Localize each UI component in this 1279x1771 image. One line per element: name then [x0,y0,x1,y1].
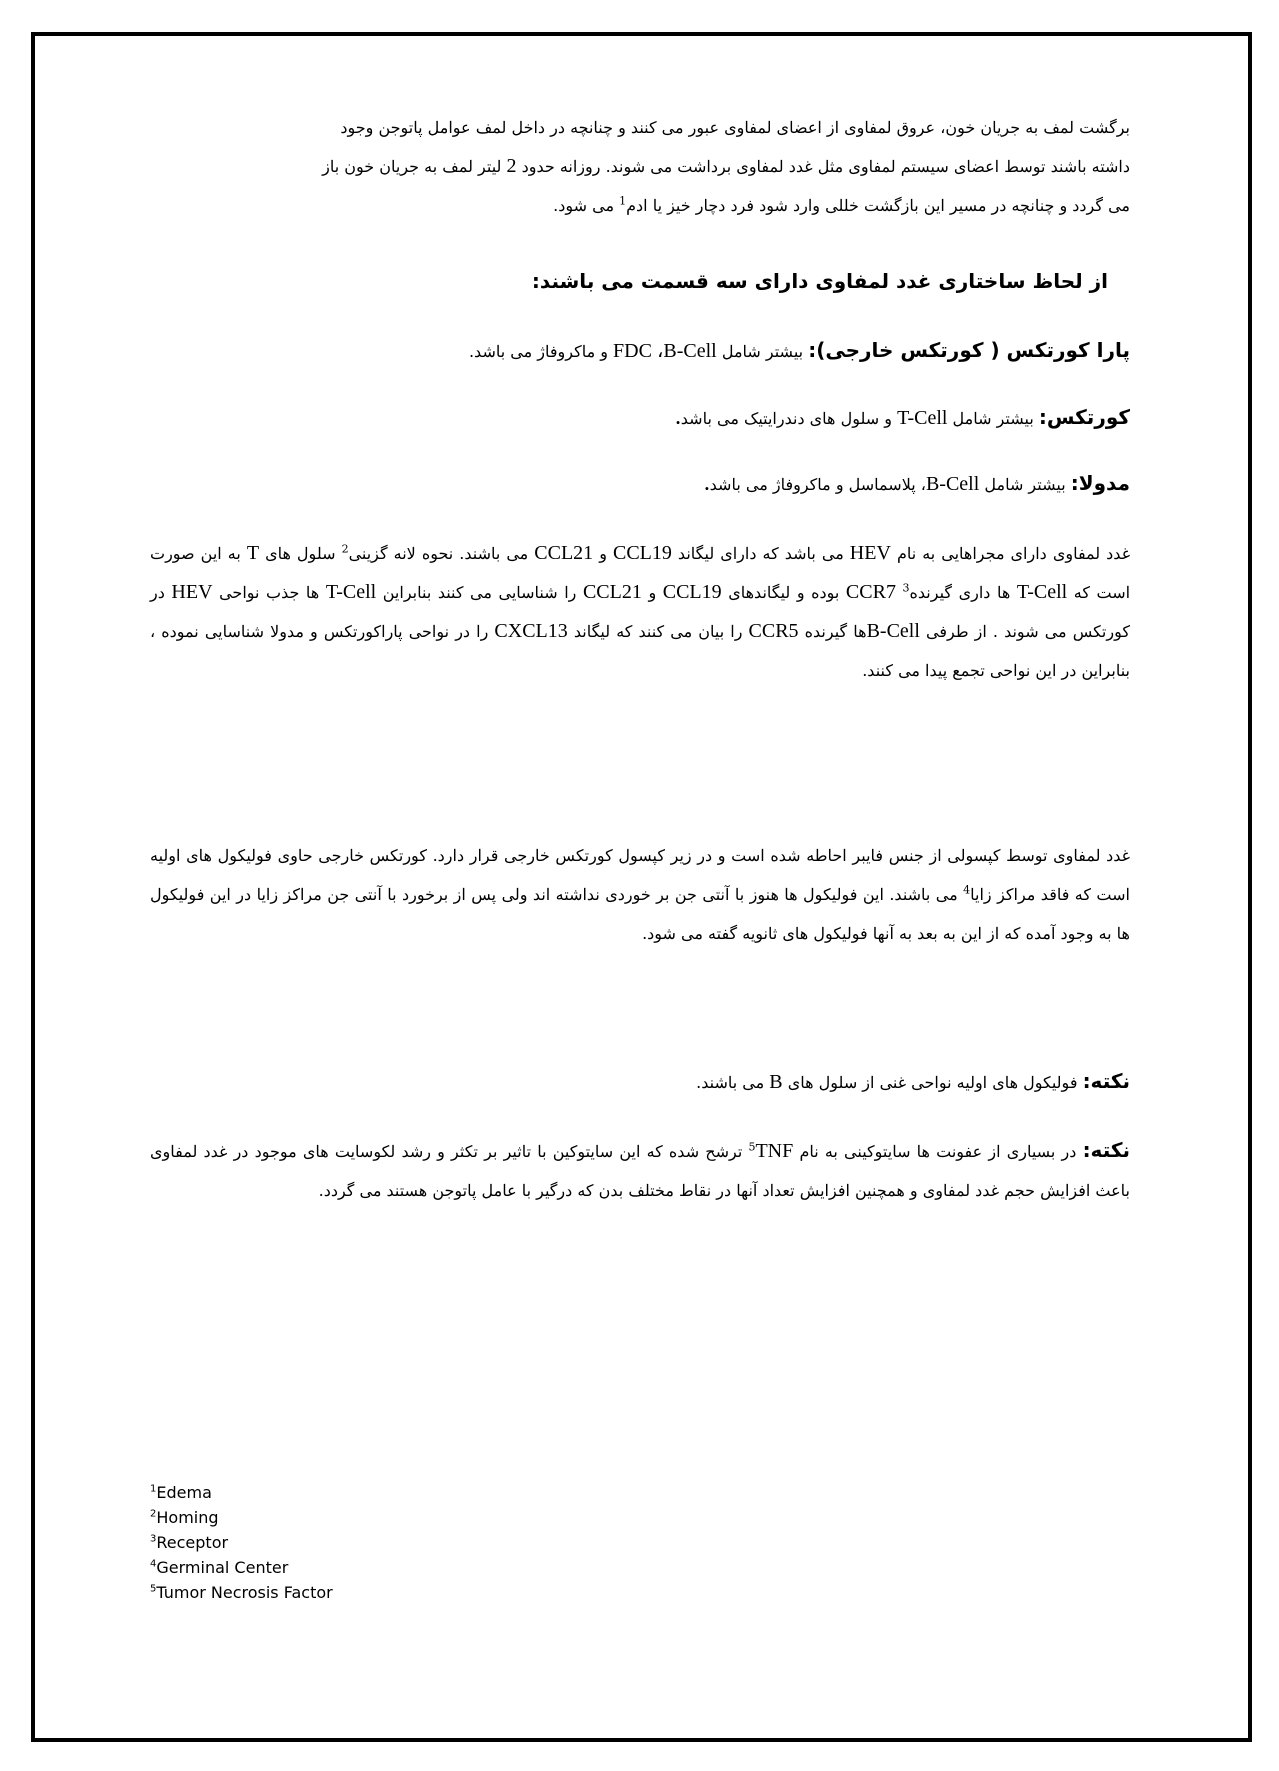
note-1-label: نکته: [1082,1069,1130,1093]
paracortex-cells: FDC ،B-Cell [613,340,717,362]
intro-line-1: برگشت لمف به جریان خون، عروق لمفاوی از اعضای لمفاوی عبور می کنند و چنانچه در داخل لمف عوامل پاتوجن وجود [340,118,1130,137]
note-2-label: نکته: [1082,1138,1130,1162]
footnote-5: $^5$Tumor Necrosis Factor [150,1583,333,1602]
footnote-ref-2: 2 [341,542,349,556]
hev-paragraph: غدد لمفاوی دارای مجراهایی به نام HEV می باشد که دارای لیگاند CCL19 و CCL21 می باشند. نحوه لانه گزینی$^2$ سلول های T به این صورت است که T-Cell ها داری گیرنده$^3$ CCR7 بوده و لیگاندهای CCL19 و CCL21 را شناسایی می کنند بنابراین T-Cell ها جذب نواحی HEV در کورتکس می شوند . از طرفی B-Cellها گیرنده CCR5 را بیان می کنند که لیگاند CXCL13 را در نواحی پاراکورتکس و مدولا شناسایی نموده ، بنابراین در این نواحی تجمع پیدا می کنند. [150,542,1131,680]
paracortex-label: پارا کورتکس ( کورتکس خارجی): [808,338,1130,362]
footnote-3: $^3$Receptor [150,1533,229,1552]
footnote-ref-4: 4 [963,883,971,897]
medulla-label: مدولا: [1070,471,1130,495]
footnotes [150,1480,333,1605]
medulla-cells: B-Cell [925,473,980,495]
medulla-line: مدولا: بیشتر شامل B-Cell، پلاسماسل و ماکروفاژ می باشد. [704,471,1130,495]
note-2: نکته: در بسیاری از عفونت ها سایتوکینی به نام TNF$^5$ ترشح شده که این سایتوکین با تاثیر بر تکثر و رشد لکوسایت های موجود در غدد لمفاوی باعث افزایش حجم غدد لمفاوی و همچنین افزایش تعداد آنها در نقاط مختلف بدن که درگیر با عامل پاتوجن هستند می گردد. [150,1138,1130,1200]
footnote-ref-1: 1 [619,194,627,208]
section-heading [150,266,1130,296]
structure-heading: از لحاظ ساختاری غدد لمفاوی دارای سه قسمت می باشند: [531,269,1108,293]
note-1: نکته: فولیکول های اولیه نواحی غنی از سلول های B می باشند. [696,1069,1130,1093]
footnote-ref-5: 5 [748,1140,756,1154]
capsule-paragraph: غدد لمفاوی توسط کپسولی از جنس فایبر احاطه شده است و در زیر کپسول کورتکس خارجی قرار دارد. کورتکس خارجی حاوی فولیکول های اولیه است که فاقد مراکز زایا$^4$ می باشند. این فولیکول ها هنوز با آنتی جن بر خوردی نداشته اند ولی پس از برخورد با آنتی جن مراکز زایا در این فولیکول ها به وجود آمده که از این به بعد به آنها فولیکول های ثانویه گفته می شود. [150,846,1130,943]
intro-line-3: می گردد و چنانچه در مسیر این بازگشت خللی وارد شود فرد دچار خیز یا ادم$^1$ می شود. [553,194,1130,215]
footnote-1: $^1$Edema [150,1483,212,1502]
footnote-ref-3: 3 [902,581,910,595]
cortex-line: کورتکس: بیشتر شامل T-Cell و سلول های دندرایتیک می باشد. [675,405,1130,429]
cortex-cells: T-Cell [897,407,948,429]
intro-line-2: داشته باشند توسط اعضای سیستم لمفاوی مثل غدد لمفاوی برداشت می شوند. روزانه حدود 2 لیتر لمف به جریان خون باز [322,155,1130,177]
intro-paragraph [150,108,1130,225]
footnote-2: $^2$Homing [150,1508,219,1527]
cortex-label: کورتکس: [1038,405,1130,429]
paracortex-line: پارا کورتکس ( کورتکس خارجی): بیشتر شامل FDC ،B-Cell و ماکروفاژ می باشد. [468,338,1130,362]
footnote-4: $^4$Germinal Center [150,1558,289,1577]
